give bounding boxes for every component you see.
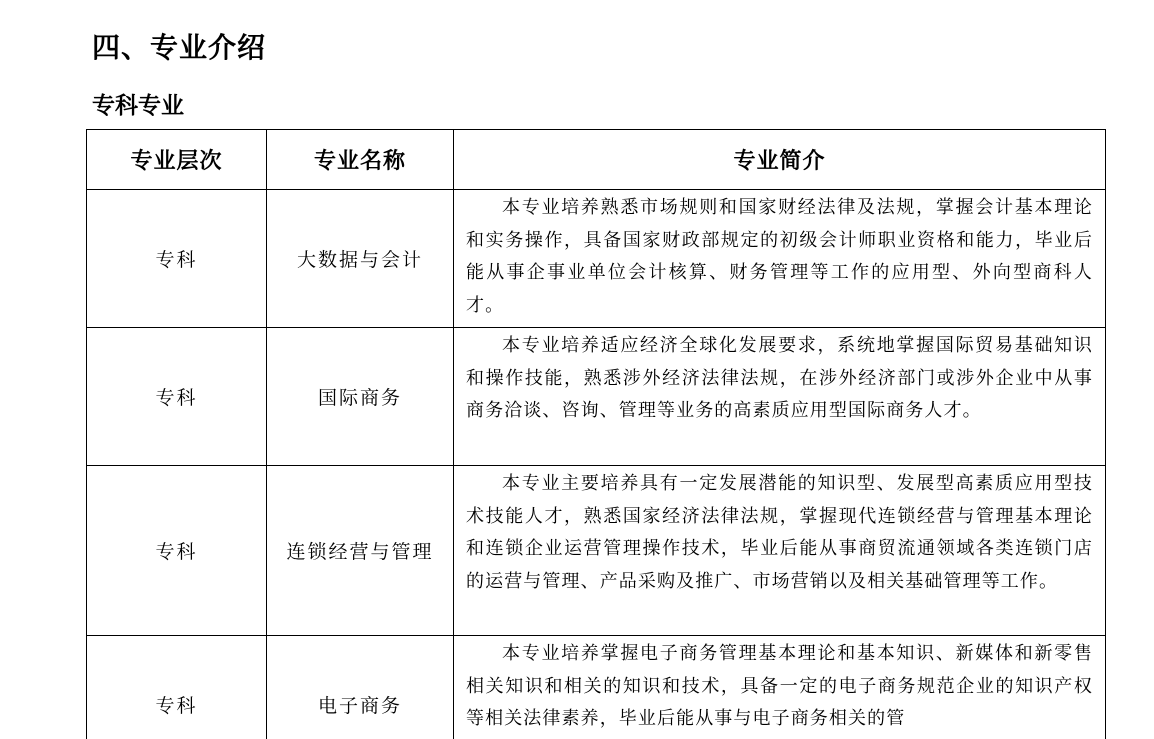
introduction-text: 本专业培养熟悉市场规则和国家财经法律及法规，掌握会计基本理论和实务操作，具备国家财政部规定的初级会计师职业资格和能力，毕业后能从事企事业单位会计核算、财务管理等工作的应用型、外向型商科人才。 [466,197,1093,316]
header-level: 专业层次 [87,130,267,190]
cell-introduction [454,328,1106,466]
cell-introduction [454,190,1106,328]
cell-major-name: 连锁经营与管理 [267,466,454,636]
majors-table [86,129,1106,739]
table-header-row [87,130,1106,190]
page-title: 四、专业介绍 [92,31,267,64]
table-row [87,190,1106,328]
majors-table-container [86,129,1106,739]
table-row [87,636,1106,739]
cell-level: 专科 [87,466,267,636]
cell-major-name: 国际商务 [267,328,454,466]
cell-introduction [454,636,1106,739]
header-introduction: 专业简介 [454,130,1106,190]
cell-major-name: 电子商务 [267,636,454,739]
section-title: 专科专业 [92,93,184,119]
introduction-text: 本专业主要培养具有一定发展潜能的知识型、发展型高素质应用型技术技能人才，熟悉国家经济法律法规，掌握现代连锁经营与管理基本理论和连锁企业运营管理操作技术，毕业后能从事商贸流通领域各类连锁门店的运营与管理、产品采购及推广、市场营销以及相关基础管理等工作。 [466,473,1093,592]
cell-level: 专科 [87,190,267,328]
cell-major-name: 大数据与会计 [267,190,454,328]
cell-level: 专科 [87,636,267,739]
introduction-text: 本专业培养掌握电子商务管理基本理论和基本知识、新媒体和新零售相关知识和相关的知识和技术，具备一定的电子商务规范企业的知识产权等相关法律素养，毕业后能从事与电子商务相关的管 [466,643,1093,729]
cell-introduction [454,466,1106,636]
header-major-name: 专业名称 [267,130,454,190]
introduction-text: 本专业培养适应经济全球化发展要求，系统地掌握国际贸易基础知识和操作技能，熟悉涉外经济法律法规，在涉外经济部门或涉外企业中从事商务洽谈、咨询、管理等业务的高素质应用型国际商务人才。 [466,335,1093,421]
table-row [87,328,1106,466]
table-row [87,466,1106,636]
cell-level: 专科 [87,328,267,466]
